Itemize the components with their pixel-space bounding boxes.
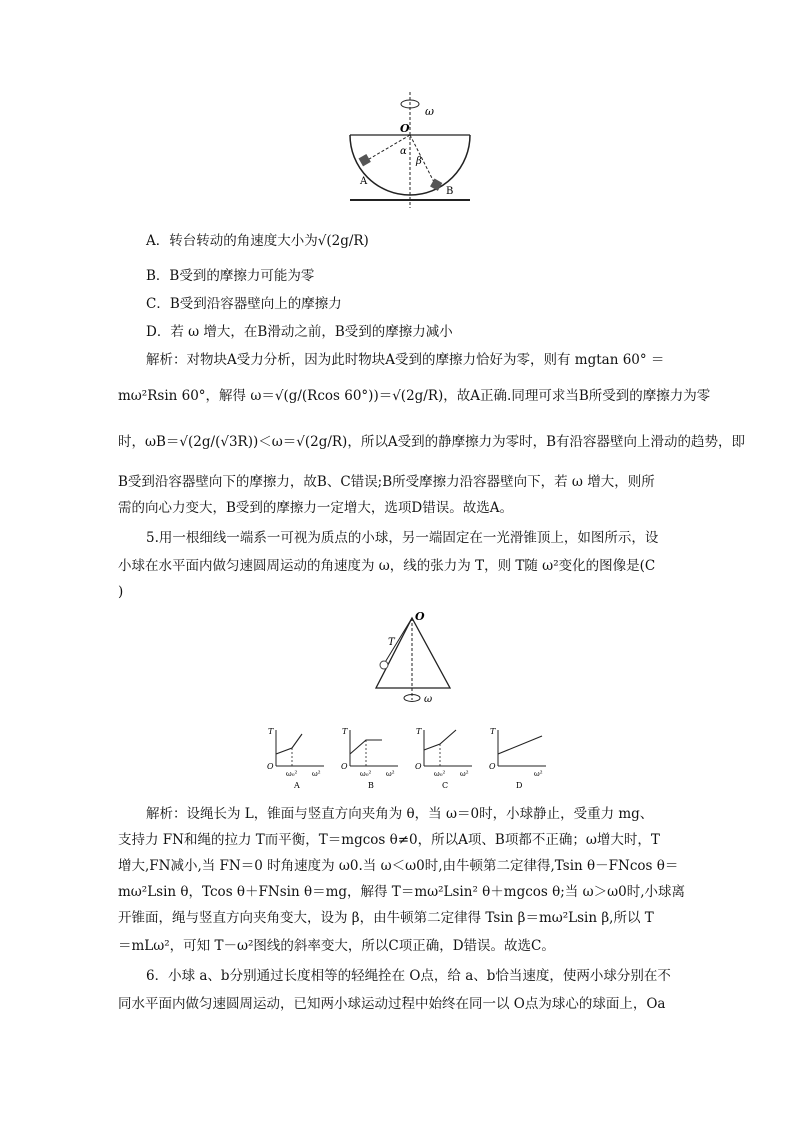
label-t: T: [388, 637, 395, 648]
label-b: B: [446, 186, 454, 197]
svg-text:ω₀²: ω₀²: [434, 770, 446, 778]
graph-a: [262, 724, 330, 792]
option-d: D．若 ω 增大，在B滑动之前，B受到的摩擦力减小: [146, 324, 453, 340]
svg-text:T: T: [490, 727, 496, 736]
svg-text:ω²: ω²: [460, 770, 469, 778]
radius-ob: [410, 135, 436, 186]
question5-line: 小球在水平面内做匀速圆周运动的角速度为 ω，线的张力为 T，则 T随 ω²变化的图像是(C: [118, 558, 656, 574]
analysis5-line: mω²Lsin θ，Tcos θ＋FNsin θ＝mg，解得 T＝mω²Lsin² θ＋mgcos θ;当 ω＞ω0时,小球离: [118, 884, 685, 900]
label-a: A: [360, 176, 368, 187]
analysis4-line: 时，ωB＝√(2g/(√3R))＜ω＝√(2g/R)，所以A受到的静摩擦力为零时，B有沿容器壁向上滑动的趋势，即: [118, 434, 745, 450]
graph-b: [336, 724, 404, 792]
svg-text:T: T: [268, 727, 274, 736]
graph-c-label: C: [442, 781, 449, 790]
cone-figure: [360, 608, 470, 718]
question5-line: ): [118, 584, 124, 600]
label-omega: ω: [424, 694, 433, 705]
svg-text:T: T: [416, 727, 422, 736]
svg-text:O: O: [267, 762, 274, 771]
block-b: [430, 179, 442, 191]
label-beta: β: [416, 156, 422, 167]
analysis4-line: 需的向心力变大，B受到的摩擦力一定增大，选项D错误。故选A。: [118, 500, 513, 516]
question6-line: 同水平面内做匀速圆周运动，已知两小球运动过程中始终在同一以 O点为球心的球面上，Oa: [118, 996, 666, 1012]
svg-text:ω₀²: ω₀²: [360, 770, 372, 778]
svg-text:T: T: [342, 727, 348, 736]
option-b: B．B受到的摩擦力可能为零: [146, 268, 315, 284]
graph-c: [410, 724, 478, 792]
cone-outline: [376, 618, 450, 688]
analysis5-line: 解析：设绳长为 L，锥面与竖直方向夹角为 θ，当 ω＝0时，小球静止，受重力 mg、: [146, 806, 654, 822]
graph-d-label: D: [516, 781, 523, 790]
analysis5-line: 增大,FN减小,当 FN＝0 时角速度为 ω0.当 ω＜ω0时,由牛顿第二定律得,Tsin θ－FNcos θ＝: [118, 858, 679, 874]
graph-b-line: [350, 740, 382, 754]
analysis5-line: ＝mLω²，可知 T－ω²图线的斜率变大，所以C项正确，D错误。故选C。: [118, 938, 555, 954]
graph-c-line: [424, 730, 456, 750]
svg-text:O: O: [489, 762, 496, 771]
analysis4-line: 解析：对物块A受力分析，因为此时物块A受到的摩擦力恰好为零，则有 mgtan 60° ＝: [146, 352, 665, 368]
graph-d: [484, 724, 552, 792]
svg-text:ω₀²: ω₀²: [286, 770, 298, 778]
svg-text:O: O: [415, 762, 422, 771]
graph-b-label: B: [368, 781, 374, 790]
svg-text:O: O: [341, 762, 348, 771]
block-a: [359, 154, 371, 166]
question6-line: 6．小球 a、b分别通过长度相等的轻绳拴在 O点，给 a、b恰当速度，使两小球分别在不: [146, 968, 671, 984]
analysis5-line: 开锥面，绳与竖直方向夹角变大，设为 β，由牛顿第二定律得 Tsin β＝mω²Lsin β,所以 T: [118, 910, 654, 926]
svg-text:ω²: ω²: [386, 770, 395, 778]
label-alpha: α: [400, 146, 407, 157]
analysis4-line: mω²Rsin 60°，解得 ω＝√(g/(Rcos 60°))＝√(2g/R)，故A正确.同理可求当B所受到的摩擦力为零: [118, 388, 711, 404]
graph-a-line: [276, 734, 302, 754]
ball: [380, 661, 388, 669]
svg-text:ω²: ω²: [312, 770, 321, 778]
label-omega: ω: [425, 105, 434, 118]
option-a: A．转台转动的角速度大小为√(2g/R): [146, 233, 369, 249]
graph-a-label: A: [294, 781, 300, 790]
question5-line: 5.用一根细线一端系一可视为质点的小球，另一端固定在一光滑锥顶上，如图所示，设: [146, 530, 659, 546]
option-c: C．B受到沿容器壁向上的摩擦力: [146, 296, 342, 312]
analysis5-line: 支持力 FN和绳的拉力 T而平衡，T＝mgcos θ≠0，所以A项、B项都不正确；ω增大时，T: [118, 832, 660, 848]
svg-text:ω²: ω²: [534, 770, 543, 778]
label-o: O: [400, 122, 410, 135]
graph-d-line: [498, 736, 542, 754]
label-o: O: [415, 610, 425, 623]
bowl-figure: [330, 90, 490, 210]
analysis4-line: B受到沿容器壁向下的摩擦力，故B、C错误;B所受摩擦力沿容器壁向下，若 ω 增大，则所: [118, 474, 655, 490]
